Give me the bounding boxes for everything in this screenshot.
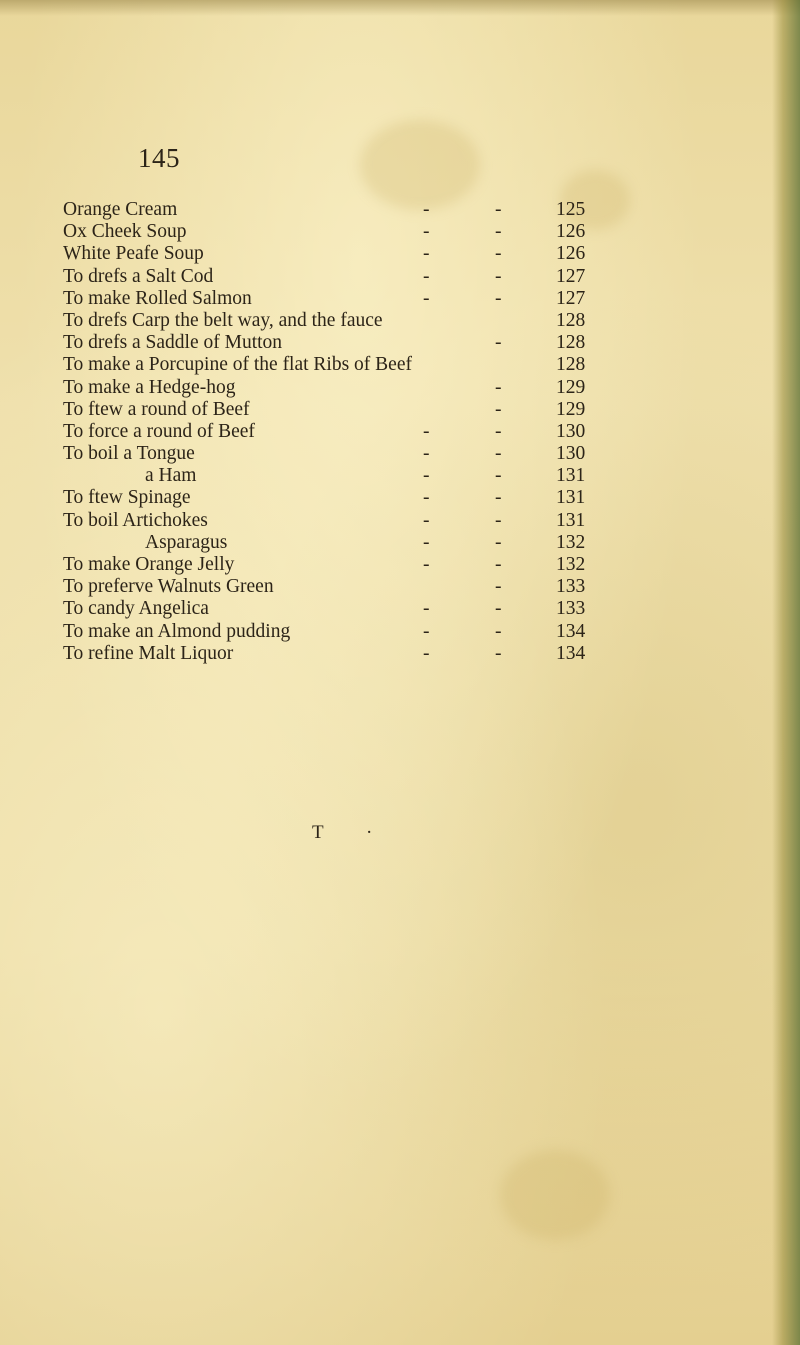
toc-entry-title: To force a round of Beef — [63, 420, 255, 442]
toc-entry-page: 130 — [556, 443, 586, 465]
leader-dash: - — [495, 509, 502, 531]
toc-entry — [63, 576, 753, 598]
leader-dash: - — [495, 554, 502, 575]
leader-dash: - — [423, 465, 430, 487]
leader-dash: - — [423, 243, 430, 265]
toc-entry-page: 126 — [556, 243, 586, 265]
toc-entry-page: 128 — [556, 354, 586, 376]
toc-entry — [63, 310, 753, 332]
leader-dash: - — [495, 576, 502, 598]
leader-dash: - — [495, 243, 502, 265]
leader-dash: - — [423, 509, 430, 531]
toc-entry — [63, 266, 753, 288]
toc-entry — [63, 399, 753, 421]
toc-entry — [63, 332, 753, 354]
leader-dash: - — [495, 487, 502, 509]
toc-entry-page: 130 — [556, 420, 586, 442]
toc-entry-title: To make a Porcupine of the flat Ribs of Beef — [63, 354, 412, 376]
leader-dash: - — [495, 265, 502, 287]
leader-dash: - — [423, 265, 430, 287]
leader-dash: - — [495, 199, 502, 220]
toc-entry — [63, 554, 753, 576]
page-right-edge — [772, 0, 800, 1345]
toc-entry-page: 125 — [556, 199, 586, 220]
toc-entry-title: To ftew a round of Beef — [63, 398, 250, 420]
leader-dash: - — [423, 287, 430, 309]
leader-dash: - — [495, 620, 502, 642]
leader-dash: - — [423, 531, 430, 553]
leader-dash: - — [495, 221, 502, 243]
table-of-contents — [63, 199, 753, 665]
leader-dash: - — [423, 443, 430, 465]
toc-entry-title: To drefs a Saddle of Mutton — [63, 332, 283, 354]
leader-dash: - — [423, 420, 430, 442]
toc-entry-page: 128 — [556, 332, 586, 354]
toc-entry-page: 134 — [556, 642, 586, 664]
toc-entry-title: a Ham — [145, 465, 197, 487]
paper-stain — [360, 120, 480, 210]
toc-entry — [63, 199, 753, 221]
toc-entry — [63, 443, 753, 465]
toc-entry — [63, 421, 753, 443]
toc-entry-title: To make Orange Jelly — [63, 554, 235, 575]
toc-entry — [63, 621, 753, 643]
page-number: 145 — [138, 143, 180, 173]
toc-entry-title: To drefs a Salt Cod — [63, 265, 214, 287]
paper-stain — [500, 1150, 610, 1240]
leader-dash: - — [423, 620, 430, 642]
toc-entry-page: 133 — [556, 576, 586, 598]
leader-dash: - — [495, 287, 502, 309]
leader-dash: - — [495, 443, 502, 465]
toc-entry-page: 126 — [556, 221, 586, 243]
toc-entry-title: To drefs Carp the belt way, and the fauce — [63, 309, 383, 331]
toc-entry-title: Asparagus — [145, 531, 228, 553]
leader-dash: - — [423, 199, 430, 220]
leader-dash: - — [495, 398, 502, 420]
toc-entry-title: Ox Cheek Soup — [63, 221, 187, 243]
toc-entry — [63, 465, 753, 487]
leader-dash: - — [423, 487, 430, 509]
toc-entry-page: 132 — [556, 531, 586, 553]
toc-entry-title: To ftew Spinage — [63, 487, 191, 509]
toc-entry-title: To refine Malt Liquor — [63, 642, 234, 664]
toc-entry-title: To boil Artichokes — [63, 509, 208, 531]
toc-entry-title: To candy Angelica — [63, 598, 209, 620]
toc-entry — [63, 288, 753, 310]
toc-entry-page: 133 — [556, 598, 586, 620]
signature-dot: · — [366, 822, 373, 843]
toc-entry-page: 131 — [556, 465, 586, 487]
toc-entry-title: To make an Almond pudding — [63, 620, 291, 642]
leader-dash: - — [495, 465, 502, 487]
toc-entry — [63, 377, 753, 399]
leader-dash: - — [495, 531, 502, 553]
page-top-edge — [0, 0, 800, 16]
toc-entry — [63, 221, 753, 243]
toc-entry-page: 129 — [556, 376, 586, 398]
signature-mark: T — [312, 822, 324, 843]
toc-entry-page: 132 — [556, 554, 586, 575]
toc-entry — [63, 354, 753, 376]
toc-entry — [63, 243, 753, 265]
leader-dash: - — [495, 598, 502, 620]
leader-dash: - — [495, 642, 502, 664]
toc-entry-title: Orange Cream — [63, 199, 178, 220]
toc-entry — [63, 598, 753, 620]
toc-entry-title: White Peafe Soup — [63, 243, 204, 265]
toc-entry-page: 127 — [556, 287, 586, 309]
leader-dash: - — [423, 642, 430, 664]
leader-dash: - — [495, 332, 502, 354]
leader-dash: - — [495, 420, 502, 442]
toc-entry-title: To boil a Tongue — [63, 443, 195, 465]
toc-entry — [63, 510, 753, 532]
toc-entry-page: 129 — [556, 398, 586, 420]
leader-dash: - — [423, 598, 430, 620]
toc-entry-title: To preferve Walnuts Green — [63, 576, 274, 598]
leader-dash: - — [495, 376, 502, 398]
toc-entry-page: 134 — [556, 620, 586, 642]
leader-dash: - — [423, 221, 430, 243]
toc-entry-title: To make a Hedge-hog — [63, 376, 236, 398]
toc-entry-page: 131 — [556, 509, 586, 531]
leader-dash: - — [423, 554, 430, 575]
toc-entry-page: 128 — [556, 309, 586, 331]
toc-entry — [63, 643, 753, 665]
toc-entry-page: 127 — [556, 265, 586, 287]
toc-entry-title: To make Rolled Salmon — [63, 287, 252, 309]
toc-entry — [63, 487, 753, 509]
toc-entry-page: 131 — [556, 487, 586, 509]
toc-entry — [63, 532, 753, 554]
